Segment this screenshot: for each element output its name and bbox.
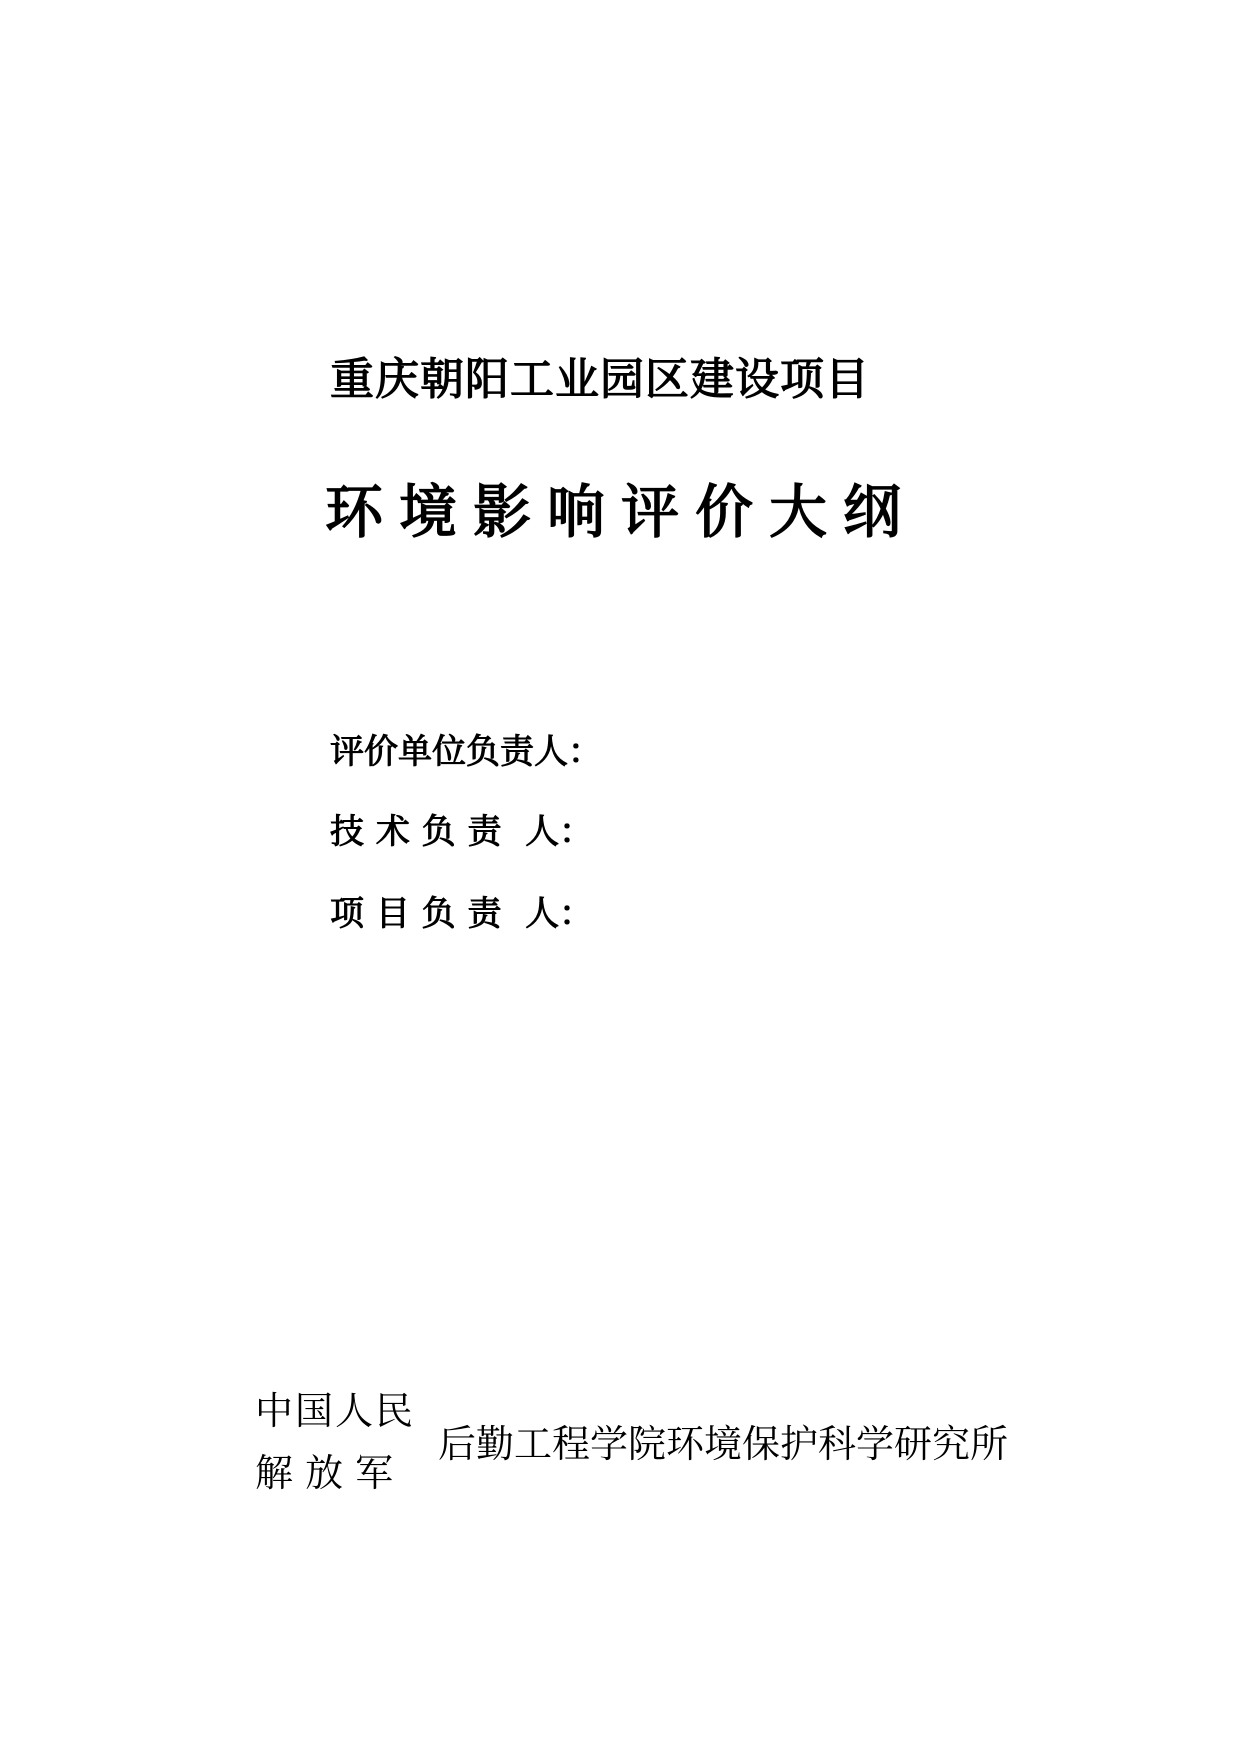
evaluation-unit-head-row bbox=[330, 732, 602, 772]
organization-block bbox=[255, 1389, 1015, 1504]
evaluation-unit-head-label: 评价单位负责人： bbox=[330, 732, 602, 772]
project-head-label: 项 目 负 责 人： bbox=[330, 894, 594, 934]
report-title: 环境影响评价大纲 bbox=[325, 478, 918, 546]
organization-name: 后勤工程学院环境保护科学研究所 bbox=[438, 1422, 1009, 1466]
technical-head-row bbox=[330, 812, 594, 852]
project-head-row bbox=[330, 894, 594, 934]
technical-head-label: 技 术 负 责 人： bbox=[330, 812, 594, 852]
organization-parent-line2: 解 放 军 bbox=[255, 1451, 394, 1495]
organization-parent-line1: 中国人民 bbox=[255, 1389, 416, 1433]
project-title: 重庆朝阳工业园区建设项目 bbox=[330, 354, 870, 405]
